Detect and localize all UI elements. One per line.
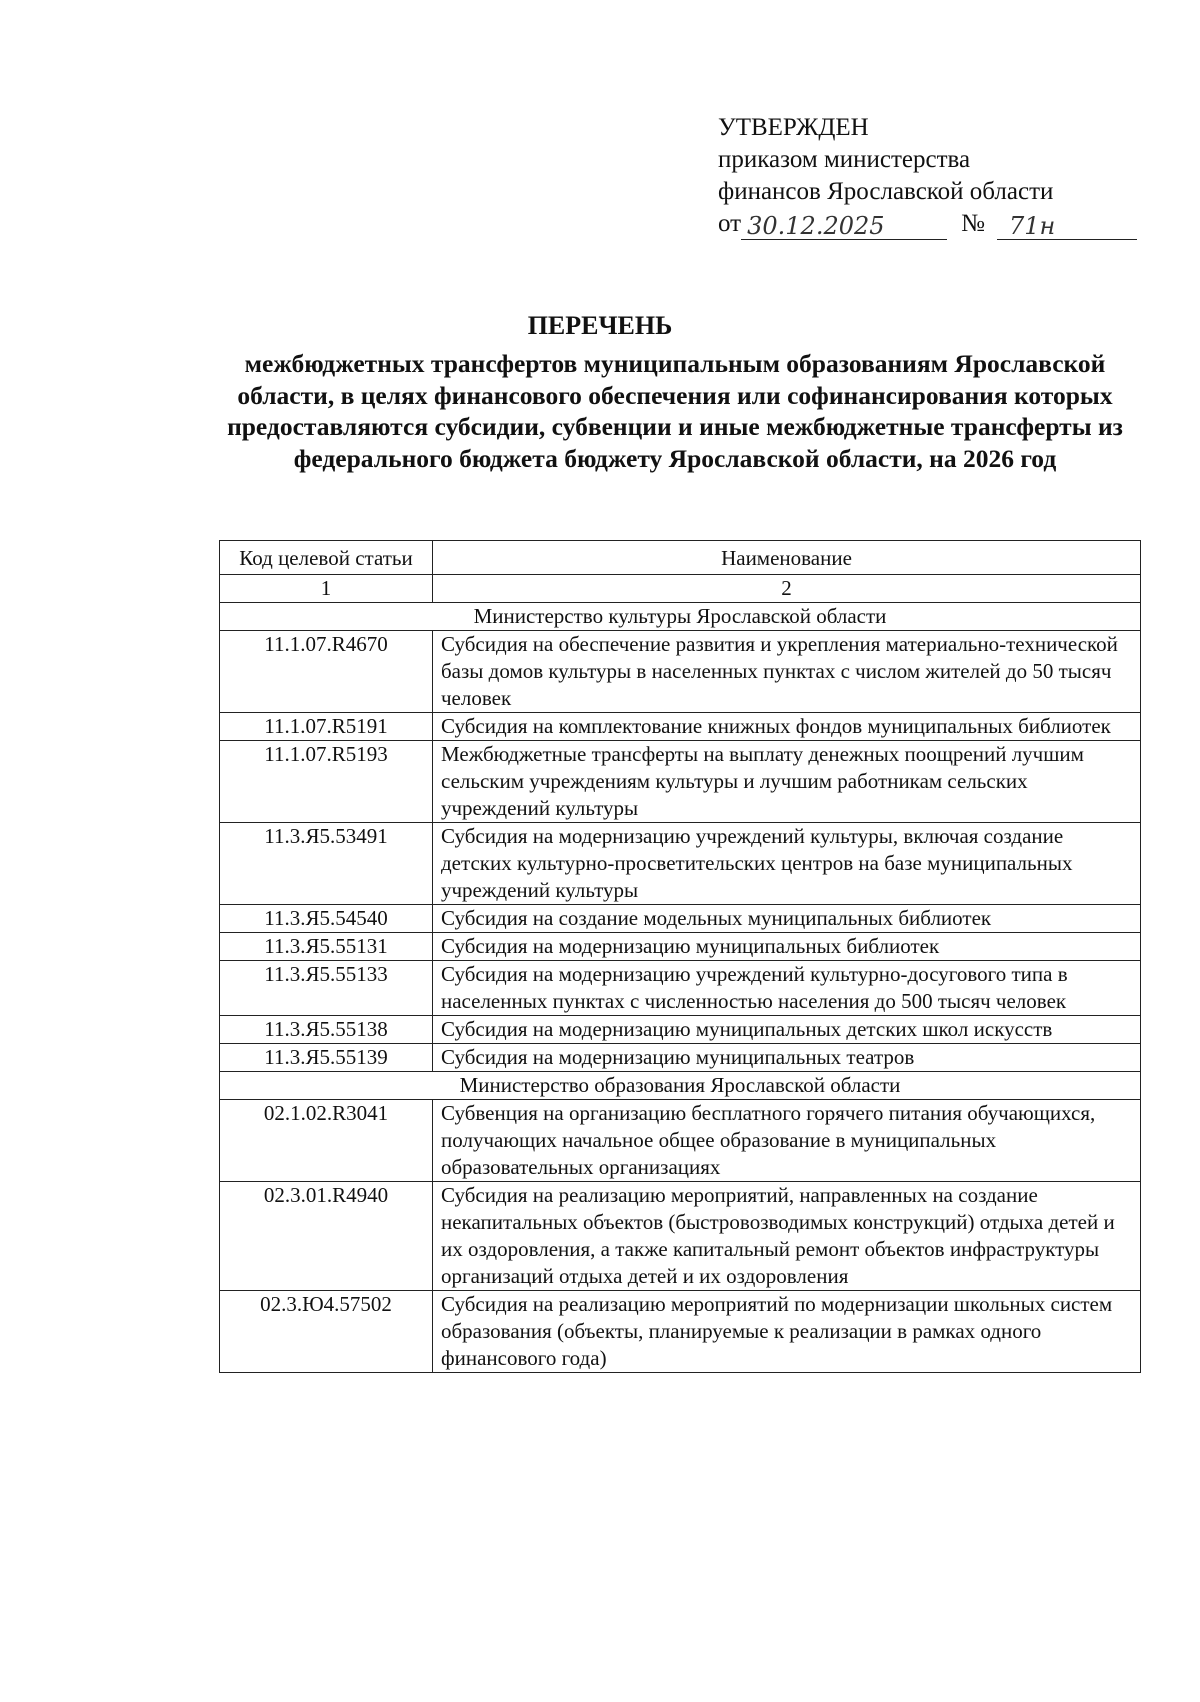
table-row — [220, 1044, 1141, 1072]
transfer-name: Субсидия на модернизацию муниципальных библиотек — [433, 933, 1141, 961]
handwritten-number: 71н — [997, 213, 1137, 240]
target-article-code: 11.3.Я5.55138 — [220, 1016, 433, 1044]
target-article-code: 11.3.Я5.55133 — [220, 961, 433, 1016]
target-article-code: 11.3.Я5.54540 — [220, 905, 433, 933]
transfer-name: Субсидия на реализацию мероприятий по модернизации школьных систем образования (объекты, планируемые к реализации в рамках одного финансового года) — [433, 1291, 1141, 1373]
approval-line-1: приказом министерства — [718, 146, 971, 173]
ministry-name: Министерство образования Ярославской области — [220, 1072, 1141, 1100]
ministry-row — [220, 1072, 1141, 1100]
table-row — [220, 823, 1141, 905]
target-article-code: 11.1.07.R5193 — [220, 741, 433, 823]
transfer-name: Субсидия на обеспечение развития и укрепления материально-технической базы домов культуры в населенных пунктах с числом жителей до 50 тысяч человек — [433, 631, 1141, 713]
transfer-name: Субвенция на организацию бесплатного горячего питания обучающихся, получающих начальное общее образование в муниципальных образовательных организациях — [433, 1100, 1141, 1182]
table-row — [220, 1291, 1141, 1373]
approval-signature-line — [718, 208, 1137, 240]
number-prefix: № — [961, 210, 985, 237]
table-row — [220, 1182, 1141, 1291]
header-name: Наименование — [433, 541, 1141, 575]
transfers-table — [219, 540, 1141, 1373]
approval-block — [718, 112, 1137, 240]
target-article-code: 11.3.Я5.55131 — [220, 933, 433, 961]
transfer-name: Субсидия на модернизацию муниципальных театров — [433, 1044, 1141, 1072]
target-article-code: 11.1.07.R5191 — [220, 713, 433, 741]
table-row — [220, 713, 1141, 741]
ministry-row — [220, 603, 1141, 631]
column-number-1: 1 — [220, 575, 433, 603]
table-row — [220, 741, 1141, 823]
target-article-code: 11.3.Я5.55139 — [220, 1044, 433, 1072]
document-subtitle: межбюджетных трансфертов муниципальным образованиям Ярославской области, в целях финансового обеспечения или софинансирования которых предоставляются субсидии, субвенции и иные межбюджетные трансферты из федерального бюджета бюджету Ярославской области, на 2026 год — [227, 349, 1123, 473]
transfer-name: Субсидия на реализацию мероприятий, направленных на создание некапитальных объектов (быстровозводимых конструкций) отдыха детей и их оздоровления, а также капитальный ремонт объектов инфраструктуры организаций отдыха детей и их оздоровления — [433, 1182, 1141, 1291]
target-article-code: 11.1.07.R4670 — [220, 631, 433, 713]
table-row — [220, 1100, 1141, 1182]
document-title: ПЕРЕЧЕНЬ — [527, 311, 673, 340]
table-header-row — [220, 541, 1141, 575]
transfer-name: Субсидия на модернизацию муниципальных детских школ искусств — [433, 1016, 1141, 1044]
transfer-name: Субсидия на модернизацию учреждений культуры, включая создание детских культурно-просветительских центров на базе муниципальных учреждений культуры — [433, 823, 1141, 905]
column-number-row — [220, 575, 1141, 603]
handwritten-date: 30.12.2025 — [741, 213, 947, 240]
table-row — [220, 961, 1141, 1016]
date-prefix: от — [718, 210, 742, 237]
target-article-code: 02.3.Ю4.57502 — [220, 1291, 433, 1373]
table-row — [220, 905, 1141, 933]
ministry-name: Министерство культуры Ярославской области — [220, 603, 1141, 631]
table-row — [220, 631, 1141, 713]
transfer-name: Субсидия на создание модельных муниципальных библиотек — [433, 905, 1141, 933]
target-article-code: 02.1.02.R3041 — [220, 1100, 433, 1182]
table-row — [220, 1016, 1141, 1044]
header-code: Код целевой статьи — [220, 541, 433, 575]
approval-line-2: финансов Ярославской области — [718, 178, 1054, 205]
transfer-name: Межбюджетные трансферты на выплату денежных поощрений лучшим сельским учреждениям культуры и лучшим работникам сельских учреждений культуры — [433, 741, 1141, 823]
target-article-code: 11.3.Я5.53491 — [220, 823, 433, 905]
target-article-code: 02.3.01.R4940 — [220, 1182, 433, 1291]
approval-stamp: УТВЕРЖДЕН — [718, 114, 869, 141]
table-row — [220, 933, 1141, 961]
column-number-2: 2 — [433, 575, 1141, 603]
transfer-name: Субсидия на модернизацию учреждений культурно-досугового типа в населенных пунктах с численностью населения до 500 тысяч человек — [433, 961, 1141, 1016]
transfer-name: Субсидия на комплектование книжных фондов муниципальных библиотек — [433, 713, 1141, 741]
